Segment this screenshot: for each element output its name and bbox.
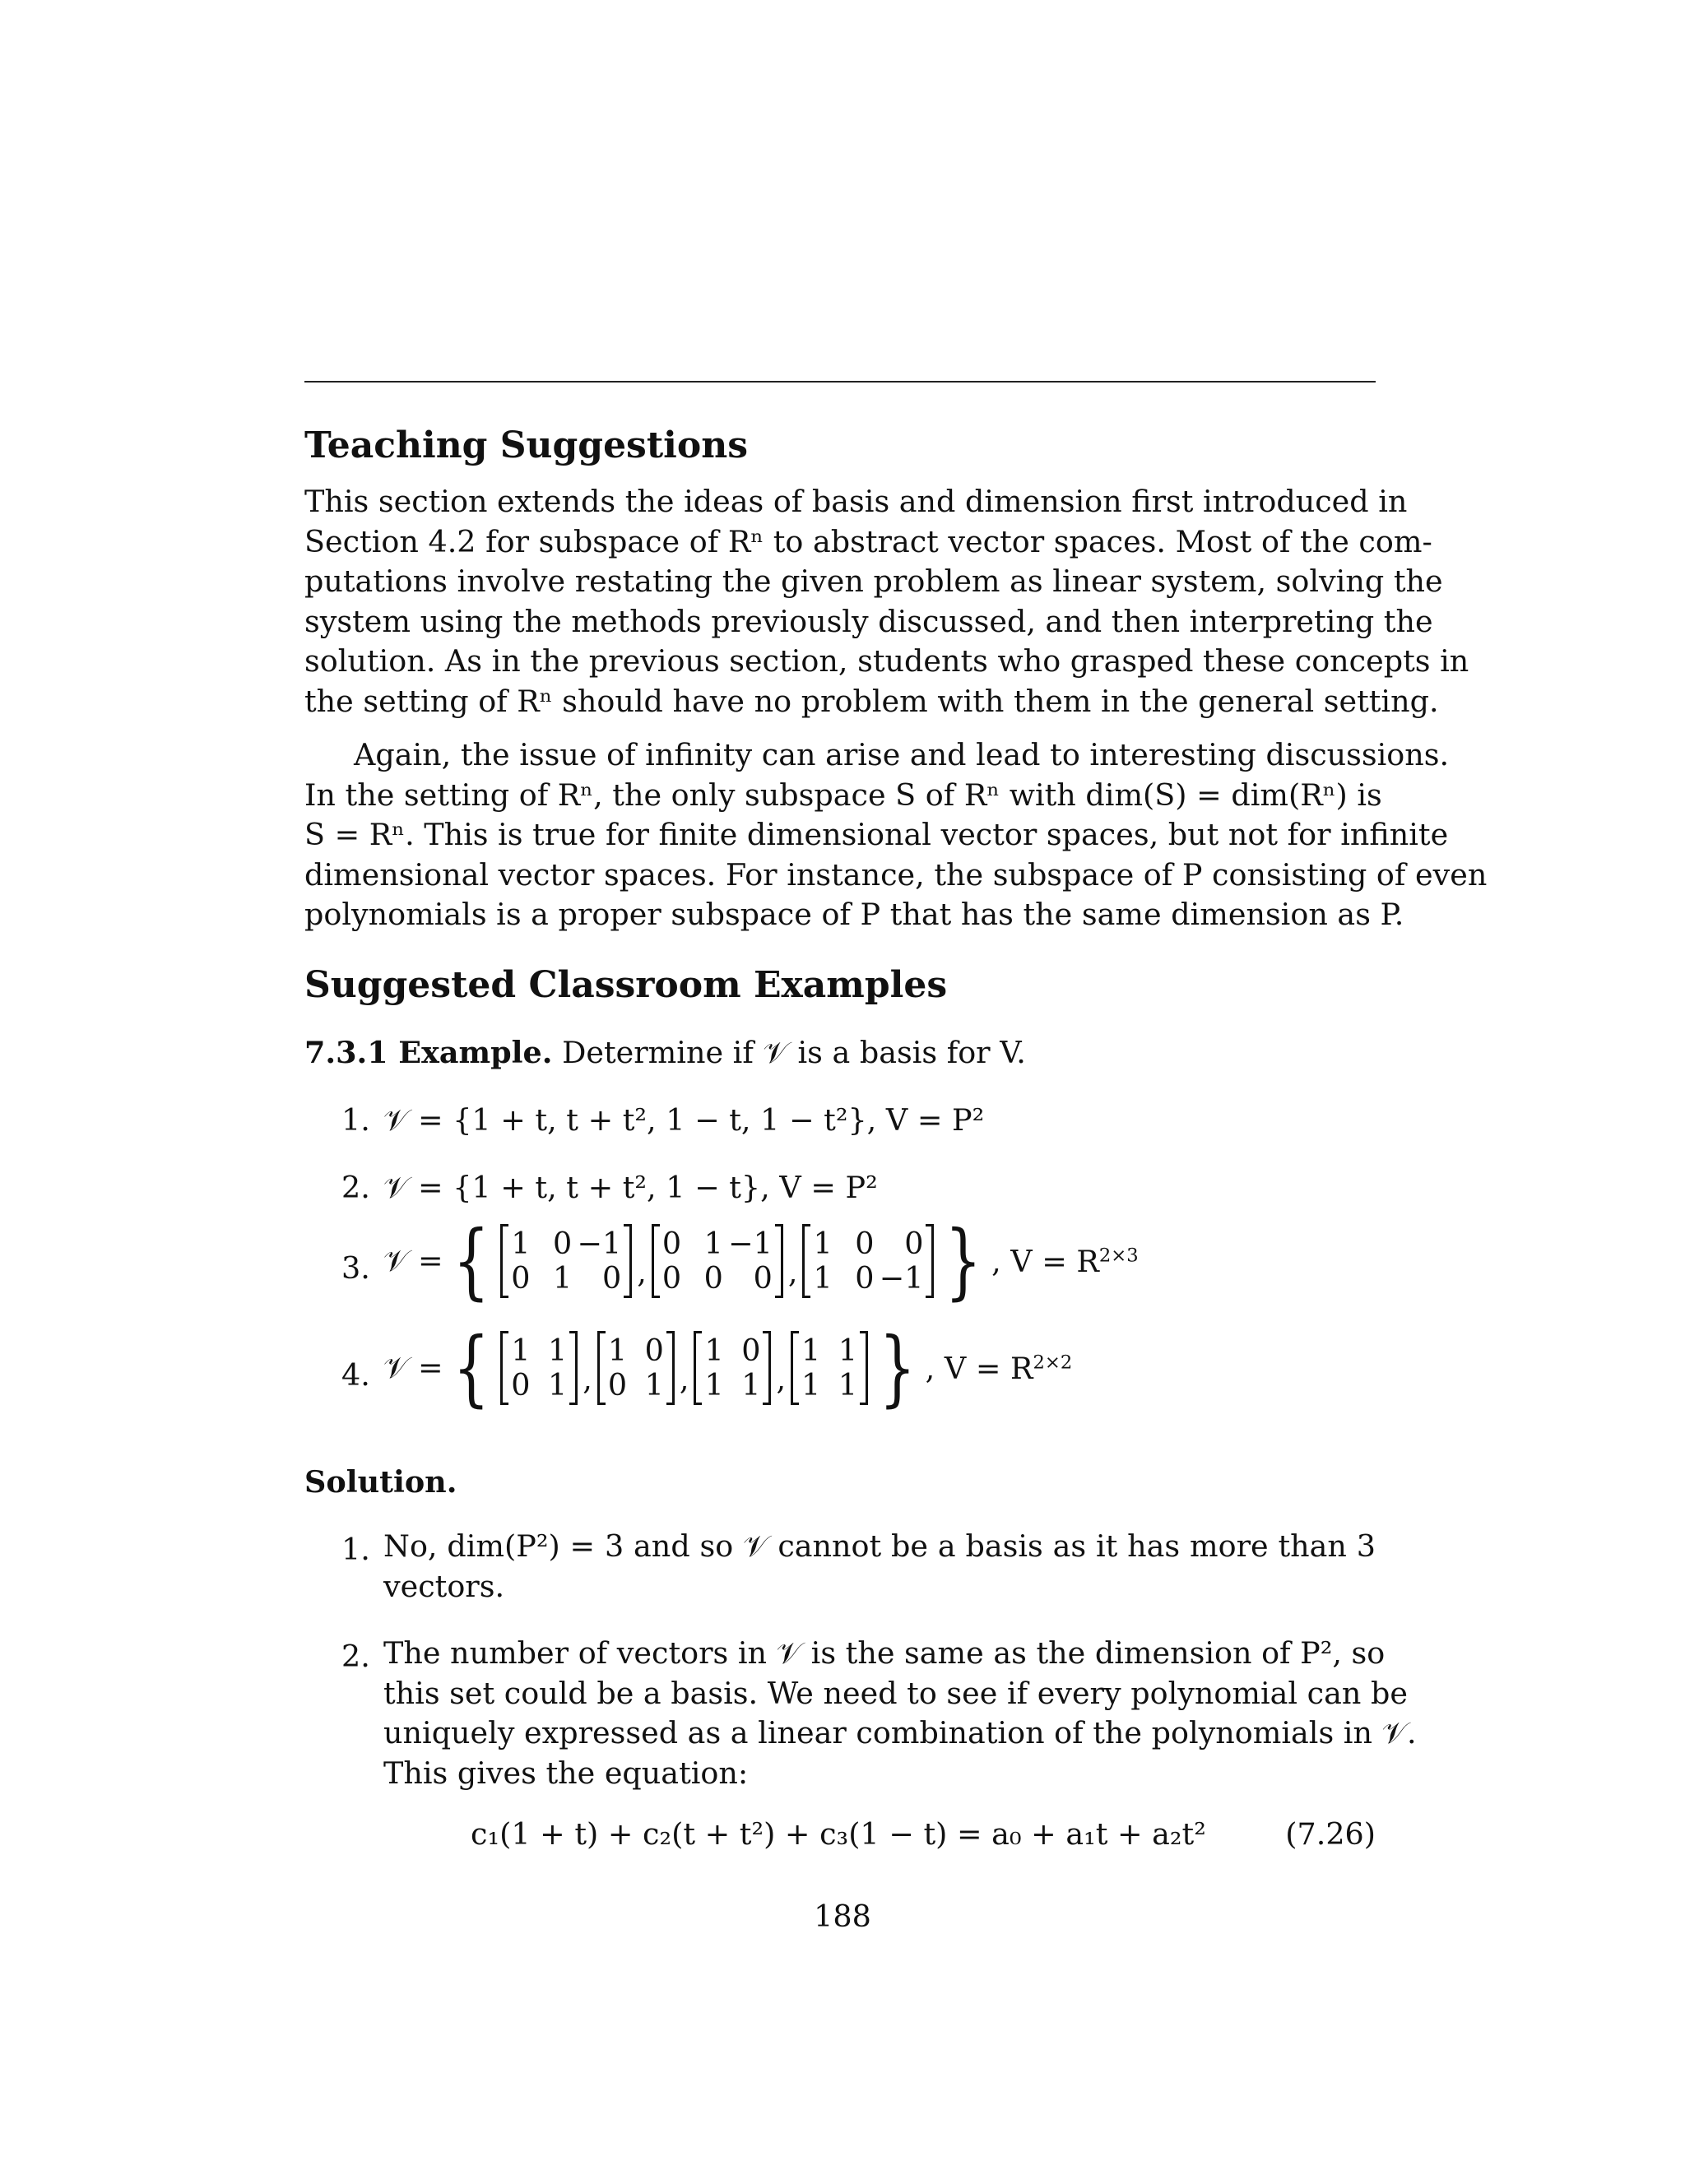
matrix-entry: 0 (661, 1226, 682, 1261)
example-text: Determine if 𝒱 is a basis for V. (562, 1035, 1026, 1070)
matrix-entry: −1 (879, 1260, 924, 1296)
matrix-entry: 0 (753, 1260, 773, 1296)
text-line: Again, the issue of infinity can arise and lead to interesting discussions. (354, 737, 1450, 772)
matrix-entry: 1 (547, 1367, 568, 1403)
example-item-1: 𝒱 = {1 + t, t + t², 1 − t, 1 − t²}, V = P² (383, 1102, 985, 1138)
text-line: putations involve restating the given problem as linear system, solving the (304, 563, 1443, 599)
matrix-entry: 1 (552, 1260, 573, 1296)
matrix-entry: 0 (855, 1260, 875, 1296)
matrix-separator: , (583, 1361, 592, 1397)
example-item-2: 𝒱 = {1 + t, t + t², 1 − t}, V = P² (383, 1170, 878, 1205)
text-line: dimensional vector spaces. For instance, the subspace of P consisting of even (304, 856, 1488, 893)
solution-item-1 (383, 1527, 1376, 1607)
text-line: No, dim(P²) = 3 and so 𝒱 cannot be a basis as it has more than 3 (383, 1528, 1376, 1564)
matrix-entry: 1 (607, 1333, 628, 1368)
solution-item-2 (383, 1634, 1417, 1793)
matrix-entry: −1 (577, 1226, 622, 1261)
matrix-entry: 0 (661, 1260, 682, 1296)
matrix (500, 1224, 632, 1298)
text-line: Section 4.2 for subspace of Rⁿ to abstract vector spaces. Most of the com- (304, 523, 1432, 559)
text-line: In the setting of Rⁿ, the only subspace S of Rⁿ with dim(S) = dim(Rⁿ) is (304, 777, 1382, 813)
section-title-examples: Suggested Classroom Examples (304, 964, 948, 1006)
matrix-entry: 1 (511, 1226, 531, 1261)
matrix-entry: 1 (801, 1367, 821, 1403)
matrix-entry: −1 (728, 1226, 773, 1261)
matrix (597, 1331, 675, 1405)
item-number: 3. (341, 1250, 370, 1286)
item-lhs: 𝒱 = (383, 1350, 443, 1385)
matrix-entry: 0 (607, 1367, 628, 1403)
teaching-paragraph-2 (304, 735, 1488, 935)
text-line: S = Rⁿ. This is true for finite dimensional vector spaces, but not for infinite (304, 817, 1449, 852)
text-line: polynomials is a proper subspace of P that has the same dimension as P. (304, 897, 1404, 932)
equation-7-26: c₁(1 + t) + c₂(t + t²) + c₃(1 − t) = a₀ + a₁t + a₂t² (471, 1816, 1206, 1852)
matrix-entry: 0 (601, 1260, 622, 1296)
equation-number: (7.26) (1285, 1816, 1376, 1852)
matrix (500, 1331, 578, 1405)
matrix-entry: 0 (511, 1260, 531, 1296)
matrix (652, 1224, 783, 1298)
item-number: 2. (341, 1170, 370, 1205)
example-label: 7.3.1 Example. (304, 1035, 553, 1070)
item-number: 4. (341, 1357, 370, 1393)
text-line: uniquely expressed as a linear combination of the polynomials in 𝒱. (383, 1715, 1417, 1750)
text-line: this set could be a basis. We need to see if every polynomial can be (383, 1675, 1408, 1711)
text-line: This section extends the ideas of basis and dimension first introduced in (304, 484, 1408, 519)
text-line: solution. As in the previous section, students who grasped these concepts in (304, 643, 1469, 679)
solution-heading: Solution. (304, 1464, 457, 1500)
left-brace: { (453, 1319, 490, 1416)
matrix (791, 1331, 868, 1405)
header-rule (304, 381, 1376, 383)
matrix (802, 1224, 934, 1298)
matrix-entry: 1 (741, 1367, 761, 1403)
matrix-entry: 1 (704, 1367, 724, 1403)
matrix (694, 1331, 771, 1405)
example-item-4 (383, 1319, 1073, 1416)
text-line: system using the methods previously discussed, and then interpreting the (304, 603, 1433, 639)
matrix-entry: 0 (552, 1226, 573, 1261)
section-title-teaching: Teaching Suggestions (304, 424, 748, 466)
item-lhs: 𝒱 = (383, 1243, 443, 1278)
text-line: the setting of Rⁿ should have no problem with them in the general setting. (304, 683, 1439, 719)
right-brace: } (879, 1319, 917, 1416)
matrix-entry: 1 (644, 1367, 664, 1403)
matrix-set (499, 1331, 870, 1405)
matrix-entry: 1 (703, 1226, 723, 1261)
matrix-separator: , (637, 1254, 647, 1290)
matrix-entry: 1 (838, 1367, 858, 1403)
matrix-separator: , (776, 1361, 787, 1397)
matrix-set (499, 1224, 935, 1298)
item-number: 2. (341, 1639, 370, 1674)
text-line: vectors. (383, 1568, 505, 1604)
matrix-entry: 1 (813, 1260, 833, 1296)
matrix-entry: 0 (741, 1333, 761, 1368)
example-heading (304, 1035, 1026, 1071)
teaching-paragraph-1 (304, 482, 1469, 721)
matrix-entry: 1 (838, 1333, 858, 1368)
text-line: The number of vectors in 𝒱 is the same as the dimension of P², so (383, 1635, 1386, 1671)
matrix-separator: , (787, 1254, 798, 1290)
page-number: 188 (814, 1899, 871, 1934)
matrix-entry: 1 (547, 1333, 568, 1368)
left-brace: { (453, 1213, 490, 1309)
item-rhs: , $V = R^{2\times 2}$ (925, 1350, 1073, 1386)
matrix-entry: 1 (813, 1226, 833, 1261)
item-rhs: , $V = R^{2\times 3}$ (991, 1243, 1139, 1279)
example-item-3 (383, 1213, 1139, 1309)
matrix-entry: 0 (511, 1367, 531, 1403)
matrix-entry: 0 (703, 1260, 723, 1296)
item-number: 1. (341, 1102, 370, 1138)
item-number: 1. (341, 1532, 370, 1567)
matrix-entry: 1 (704, 1333, 724, 1368)
text-line: This gives the equation: (383, 1755, 749, 1791)
matrix-separator: , (679, 1361, 689, 1397)
matrix-entry: 1 (511, 1333, 531, 1368)
matrix-entry: 0 (904, 1226, 924, 1261)
matrix-entry: 0 (644, 1333, 664, 1368)
right-brace: } (945, 1213, 982, 1309)
matrix-entry: 0 (855, 1226, 875, 1261)
matrix-entry: 1 (801, 1333, 821, 1368)
